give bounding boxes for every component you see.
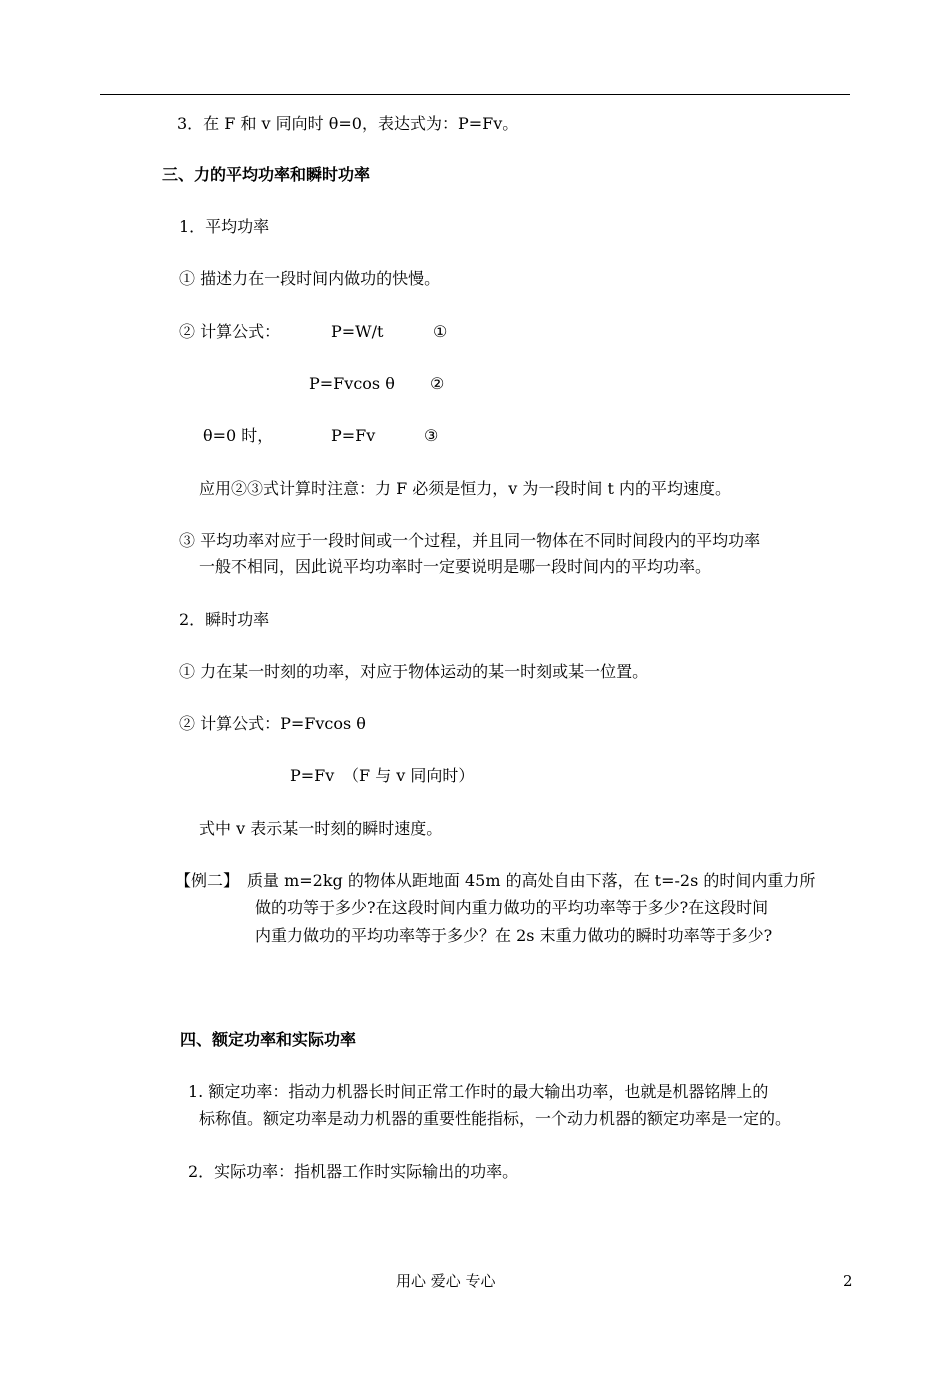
text-line: 3．在 F 和 v 同向时 θ=0，表达式为：P=Fv。: [177, 114, 519, 133]
formula: P=Fv: [290, 766, 335, 785]
header-rule: [100, 94, 850, 95]
text-line: 2．实际功率：指机器工作时实际输出的功率。: [188, 1162, 519, 1181]
text-line: 1. 额定功率：指动力机器长时间正常工作时的最大输出功率，也就是机器铭牌上的: [188, 1082, 769, 1101]
formula: P=Fv: [331, 426, 376, 445]
text-line: ① 描述力在一段时间内做功的快慢。: [179, 269, 441, 288]
text-line: ② 计算公式：P=Fvcos θ: [179, 714, 366, 733]
text-line: 应用②③式计算时注意：力 F 必须是恒力，v 为一段时间 t 内的平均速度。: [199, 479, 732, 498]
example-tag: 【例二】: [175, 871, 240, 890]
formula-number: ①: [433, 322, 448, 341]
formula-condition: θ=0 时，: [203, 426, 274, 445]
text-line: 式中 v 表示某一时刻的瞬时速度。: [199, 819, 443, 838]
formula-label: ② 计算公式：: [179, 322, 281, 341]
example-text: 质量 m=2kg 的物体从距地面 45m 的高处自由下落，在 t=-2s 的时间内重力所: [247, 871, 816, 890]
footer-motto: 用心 爱心 专心: [396, 1272, 496, 1290]
formula-number: ②: [430, 374, 445, 393]
formula-number: ③: [424, 426, 439, 445]
subheading-average-power: 1．平均功率: [179, 217, 270, 236]
section-heading-4: 四、额定功率和实际功率: [180, 1030, 357, 1049]
example-text: 做的功等于多少?在这段时间内重力做功的平均功率等于多少?在这段时间: [255, 898, 769, 917]
formula-condition: （F 与 v 同向时）: [343, 766, 475, 785]
text-line: ① 力在某一时刻的功率，对应于物体运动的某一时刻或某一位置。: [179, 662, 649, 681]
example-text: 内重力做功的平均功率等于多少？在 2s 末重力做功的瞬时功率等于多少?: [255, 926, 773, 945]
page-number: 2: [843, 1272, 853, 1290]
subheading-instant-power: 2．瞬时功率: [179, 610, 270, 629]
text-line: 一般不相同，因此说平均功率时一定要说明是哪一段时间内的平均功率。: [199, 557, 712, 576]
section-heading-3: 三、力的平均功率和瞬时功率: [162, 165, 371, 184]
formula: P=Fvcos θ: [309, 374, 395, 393]
formula: P=W/t: [331, 322, 384, 341]
text-line: 标称值。额定功率是动力机器的重要性能指标，一个动力机器的额定功率是一定的。: [199, 1109, 792, 1128]
text-line: ③ 平均功率对应于一段时间或一个过程，并且同一物体在不同时间段内的平均功率: [179, 531, 761, 550]
